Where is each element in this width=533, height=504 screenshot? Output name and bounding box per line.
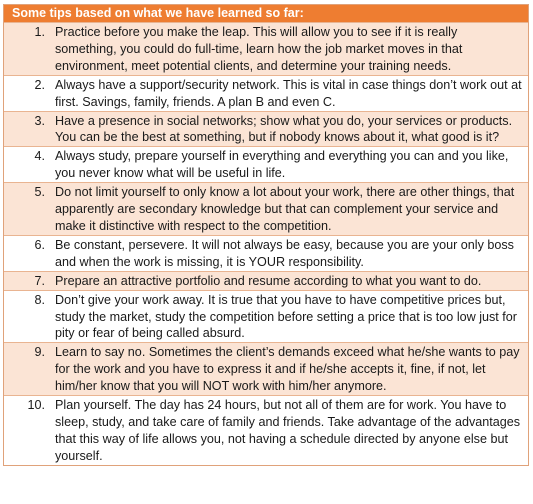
tip-number: 7. — [34, 273, 45, 288]
tip-row-10 — [4, 395, 528, 465]
tip-text: Always study, prepare yourself in everything and everything you can and you like, you never know what will be useful in life. — [55, 149, 509, 181]
tips-header: Some tips based on what we have learned so far: — [4, 5, 528, 22]
tip-number: 1. — [34, 25, 45, 39]
tip-text: Always have a support/security network. This is vital in case things don’t work out at first. Savings, family, friends. A plan B and even C. — [55, 77, 522, 109]
tip-number: 4. — [34, 149, 45, 164]
tip-text: Prepare an attractive portfolio and resume according to what you want to do. — [55, 273, 482, 288]
tip-text: Be constant, persevere. It will not always be easy, because you are your only boss and when the work is missing, it is YOUR responsibility. — [55, 237, 514, 269]
tip-text: Practice before you make the leap. This will allow you to see if it is really something, you could do full-time, learn how the job market moves in that environment, meet potential clients, and determine your training needs. — [55, 25, 463, 73]
tip-row-6 — [4, 235, 528, 271]
tip-row-2 — [4, 75, 528, 111]
tip-row-1 — [4, 22, 528, 75]
tip-row-7 — [4, 271, 528, 290]
tips-table — [3, 4, 529, 466]
tip-number: 9. — [34, 345, 45, 360]
tip-number: 8. — [34, 292, 45, 307]
tip-number: 2. — [34, 77, 45, 92]
tip-row-9 — [4, 342, 528, 395]
tip-text: Learn to say no. Sometimes the client’s demands exceed what he/she wants to pay for the work and you have to express it and if he/she accepts it, fine, if not, let him/her know that you will NOT work with him/her anymore. — [55, 345, 520, 394]
tip-row-8 — [4, 290, 528, 343]
tip-number: 6. — [34, 237, 45, 252]
tip-number: 5. — [34, 185, 45, 200]
tip-number: 10. — [27, 398, 45, 413]
tip-text: Do not limit yourself to only know a lot about your work, there are other things, that apparently are secondary knowledge but that can complement your service and make it distinctive with respect to the competition. — [55, 185, 515, 233]
tip-text: Don’t give your work away. It is true that you have to have competitive prices but, study the market, study the competition before setting a price that is too low just for pity or fear of being called absurd. — [55, 292, 518, 341]
tip-number: 3. — [34, 113, 45, 128]
tip-row-4 — [4, 146, 528, 182]
tip-text: Have a presence in social networks; show what you do, your services or products. You can be the best at something, but if nobody knows about it, what good is it? — [55, 113, 513, 145]
tip-text: Plan yourself. The day has 24 hours, but not all of them are for work. You have to sleep, study, and take care of family and friends. Take advantage of the advantages that this way of life allows you, not having a schedule directed by anyone else but yourself. — [55, 398, 521, 463]
tip-row-3 — [4, 111, 528, 147]
tip-row-5 — [4, 182, 528, 235]
